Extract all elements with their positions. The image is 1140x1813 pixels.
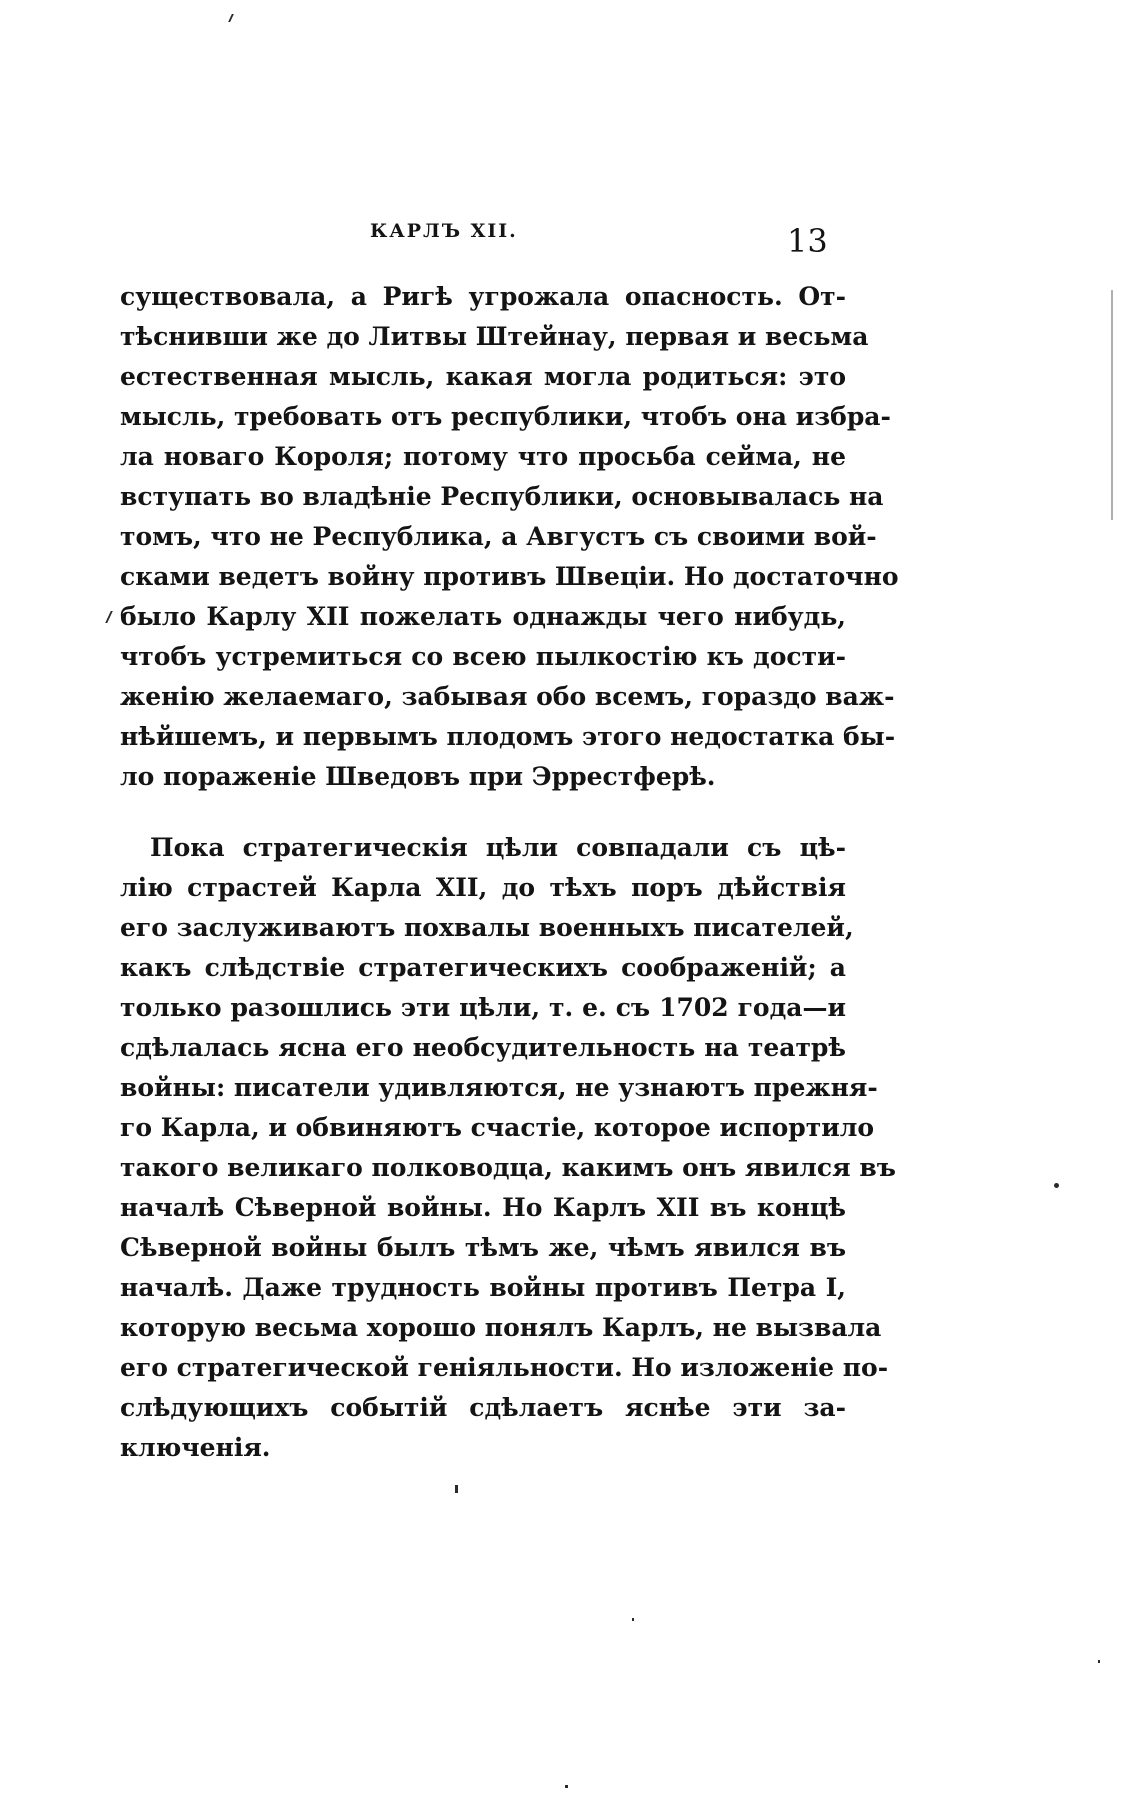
scan-speck — [565, 1785, 568, 1788]
text-line: томъ, что не Республика, а Августъ съ своими вой- — [120, 522, 877, 551]
running-title: КАРЛЪ XII. — [370, 220, 518, 242]
text-line: его стратегической геніяльности. Но изложеніе по- — [120, 1353, 889, 1382]
text-line: какъ слѣдствіе стратегическихъ соображеній; а — [120, 953, 846, 982]
scan-speck — [632, 1618, 634, 1621]
scan-speck — [228, 14, 234, 22]
text-line: слѣдующихъ событій сдѣлаетъ яснѣе эти за- — [120, 1393, 846, 1422]
text-line: естественная мысль, какая могла родиться: это — [120, 362, 846, 391]
text-line: которую весьма хорошо понялъ Карлъ, не вызвала — [120, 1313, 882, 1342]
text-line: сдѣлалась ясна его необсудительность на театрѣ — [120, 1033, 846, 1062]
text-line: войны: писатели удивляются, не узнаютъ прежня- — [120, 1073, 878, 1102]
paragraph-2 — [120, 828, 896, 1468]
scan-speck — [455, 1485, 458, 1493]
text-line: его заслуживаютъ похвалы военныхъ писателей, — [120, 913, 854, 942]
text-line: было Карлу XII пожелать однажды чего нибудь, — [120, 602, 846, 631]
text-line: лію страстей Карла XII, до тѣхъ поръ дѣйствія — [120, 873, 846, 902]
text-line: мысль, требовать отъ республики, чтобъ она избра- — [120, 402, 891, 431]
text-line: тѣснивши же до Литвы Штейнау, первая и весьма — [120, 322, 869, 351]
paragraph-1 — [120, 277, 899, 797]
scan-speck — [1098, 1660, 1100, 1663]
text-line: ло пораженіе Шведовъ при Эррестферѣ. — [120, 762, 716, 791]
text-line: Сѣверной войны былъ тѣмъ же, чѣмъ явился въ — [120, 1233, 846, 1262]
text-line: го Карла, и обвиняютъ счастіе, которое испортило — [120, 1113, 875, 1142]
text-line: чтобъ устремиться со всею пылкостію къ дости- — [120, 642, 846, 671]
text-line: началѣ. Даже трудность войны противъ Петра I, — [120, 1273, 846, 1302]
text-line: только разошлись эти цѣли, т. е. съ 1702 года—и — [120, 993, 846, 1022]
page-number: 13 — [787, 222, 828, 260]
scan-speck — [1054, 1183, 1059, 1188]
scan-edge-line — [1111, 290, 1113, 520]
text-line: Пока стратегическія цѣли совпадали съ цѣ- — [150, 833, 846, 862]
text-line: вступать во владѣніе Республики, основывалась на — [120, 482, 884, 511]
text-line: ла новаго Короля; потому что просьба сейма, не — [120, 442, 846, 471]
text-line: женію желаемаго, забывая обо всемъ, гораздо важ- — [120, 682, 895, 711]
text-line: такого великаго полководца, какимъ онъ явился въ — [120, 1153, 896, 1182]
scan-speck — [105, 611, 113, 623]
text-line: нѣйшемъ, и первымъ плодомъ этого недостатка бы- — [120, 722, 896, 751]
text-line: началѣ Сѣверной войны. Но Карлъ XII въ концѣ — [120, 1193, 846, 1222]
text-line: сками ведетъ войну противъ Швеціи. Но достаточно — [120, 562, 899, 591]
text-line: ключенія. — [120, 1433, 271, 1462]
text-line: существовала, а Ригѣ угрожала опасность. От- — [120, 282, 846, 311]
